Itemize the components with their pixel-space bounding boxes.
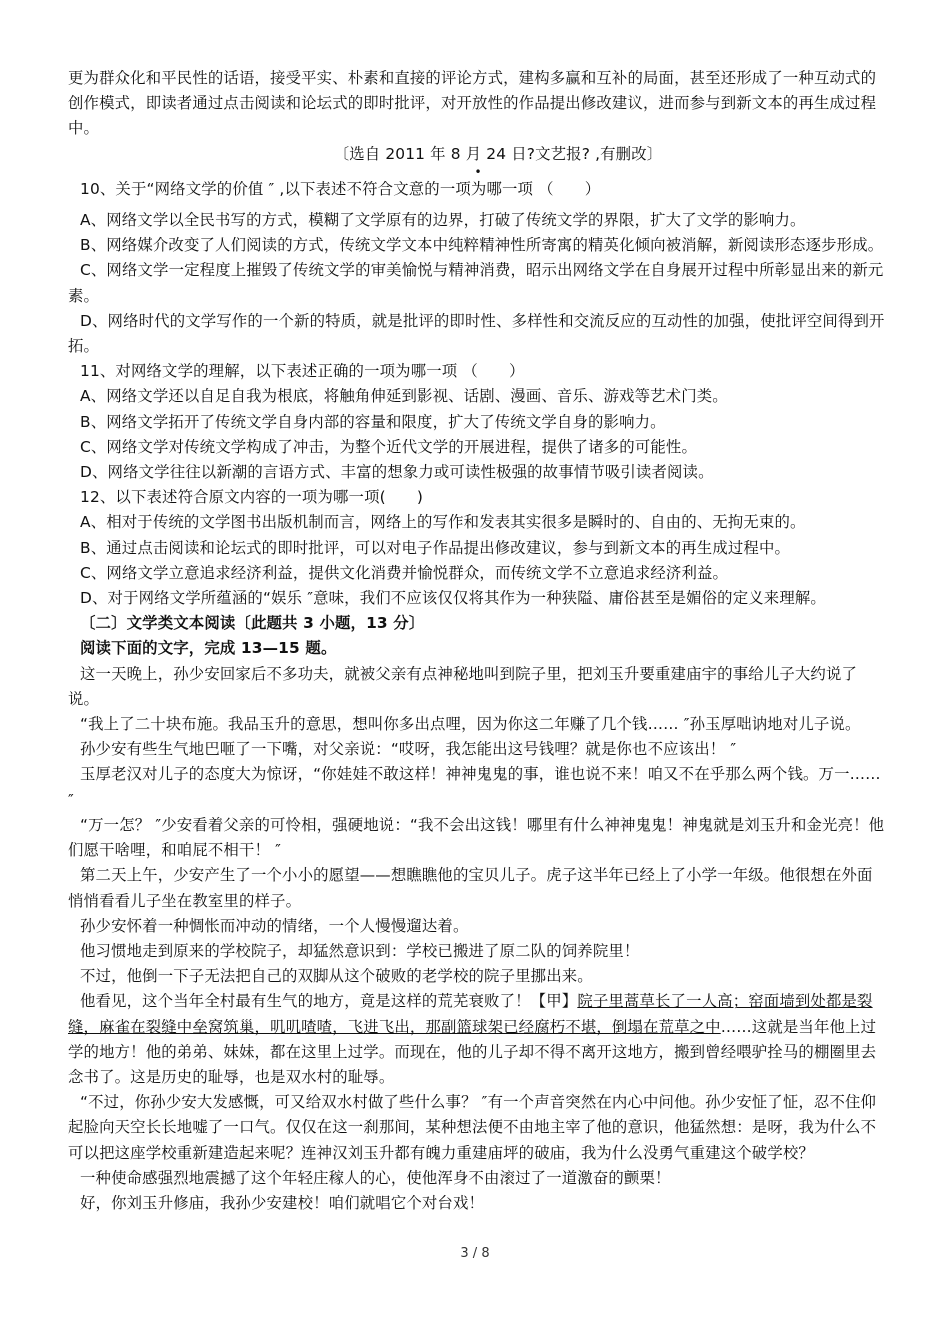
section-instruction: 阅读下面的文字，完成 13—15 题。 bbox=[80, 639, 337, 658]
jia-underlined-passage: 院子里蒿草长了一人高；窑面墙到处都是裂缝，麻雀在裂缝中垒窝筑巢，叽叽喳喳，飞进飞出，那副篮球架已经腐朽不堪，倒塌在荒草之中 bbox=[68, 992, 873, 1036]
jia-lead-text: 他看见，这个当年全村最有生气的地方，竟是这样的荒芜衰败了！【甲】 bbox=[80, 992, 578, 1011]
emphasis-dot: • bbox=[474, 164, 482, 179]
story-paragraph: “我上了二十块布施。我品玉升的意思，想叫你多出点哩，因为你这二年赚了几个钱…… ″孙玉厚咄讷地对儿子说。 bbox=[80, 715, 861, 734]
story-paragraph-jia bbox=[68, 989, 888, 1090]
q11-option-b: B、网络文学拓开了传统文学自身内部的容量和限度，扩大了传统文学自身的影响力。 bbox=[80, 412, 666, 431]
story-paragraph: 一种使命感强烈地震撼了这个年轻庄稼人的心，使他浑身不由滚过了一道激奋的颤栗！ bbox=[80, 1168, 671, 1187]
q10-option-d: D、网络时代的文学写作的一个新的特质，就是批评的即时性、多样性和交流反应的互动性的加强，使批评空间得到开拓。 bbox=[68, 311, 885, 356]
story-paragraph: 玉厚老汉对儿子的态度大为惊讶，“你娃娃不敢这样！神神鬼鬼的事，谁也说不来！咱又不在乎那么两个钱。万一…… ″ bbox=[68, 765, 881, 809]
story-paragraph: 不过，他倒一下子无法把自己的双脚从这个破败的老学校的院子里挪出来。 bbox=[80, 967, 593, 986]
q12-option-c: C、网络文学立意追求经济利益，提供文化消费并愉悦群众，而传统文学不立意追求经济利益。 bbox=[80, 563, 729, 582]
story-paragraph: 好，你刘玉升修庙，我孙少安建校！咱们就唱它个对台戏！ bbox=[80, 1193, 485, 1212]
q11-option-d: D、网络文学往往以新潮的言语方式、丰富的想象力或可读性极强的故事情节吸引读者阅读。 bbox=[80, 463, 714, 482]
story-paragraph: “万一怎？ ″少安看着父亲的可怜相，强硬地说：“我不会出这钱！哪里有什么神神鬼鬼！神鬼就是刘玉升和金光亮！他们愿干啥哩，和咱屁不相干！ ″ bbox=[68, 815, 885, 860]
q10-option-a: A、网络文学以全民书写的方式，模糊了文学原有的边界，打破了传统文学的界限，扩大了文学的影响力。 bbox=[80, 211, 806, 230]
story-paragraph: 这一天晚上，孙少安回家后不多功夫，就被父亲有点神秘地叫到院子里，把刘玉升要重建庙宇的事给儿子大约说了说。 bbox=[68, 664, 858, 708]
document-body bbox=[68, 66, 888, 1216]
story-paragraph: 他习惯地走到原来的学校院子，却猛然意识到：学校已搬进了原二队的饲养院里！ bbox=[80, 941, 640, 960]
story-paragraph: 孙少安怀着一种惆怅而冲动的情绪，一个人慢慢遛达着。 bbox=[80, 916, 469, 935]
q10-option-c: C、网络文学一定程度上摧毁了传统文学的审美愉悦与精神消费，昭示出网络文学在自身展开过程中所彰显出来的新元素。 bbox=[68, 261, 884, 305]
q12-option-a: A、相对于传统的文学图书出版机制而言，网络上的写作和发表其实很多是瞬时的、自由的、无拘无束的。 bbox=[80, 513, 806, 532]
q11-option-c: C、网络文学对传统文学构成了冲击，为整个近代文学的开展进程，提供了诸多的可能性。 bbox=[80, 437, 697, 456]
intro-paragraph: 更为群众化和平民性的话语，接受平实、朴素和直接的评论方式，建构多赢和互补的局面，甚至还形成了一种互动式的创作模式，即读者通过点击阅读和论坛式的即时批评，对开放性的作品提出修改建议，进而参与到新文本的再生成过程中。 bbox=[68, 69, 877, 138]
q11-stem: 11、对网络文学的理解，以下表述正确的一项为哪一项 （ ） bbox=[80, 362, 525, 381]
section-title: 〔二〕文学类文本阅读〔此题共 3 小题，13 分〕 bbox=[80, 614, 425, 633]
q10-stem: 10、关于“网络文学的价值 ″ ,以下表述不符合文意的一项为哪一项 （ ） bbox=[80, 179, 601, 198]
story-paragraph: 第二天上午，少安产生了一个小小的愿望——想瞧瞧他的宝贝儿子。虎子这半年已经上了小学一年级。他很想在外面悄悄看看儿子坐在教室里的样子。 bbox=[68, 866, 873, 910]
q10-option-b: B、网络媒介改变了人们阅读的方式，传统文学文本中纯粹精神性所寄寓的精英化倾向被消解，新阅读形态逐步形成。 bbox=[80, 236, 884, 255]
story-paragraph: 孙少安有些生气地巴咂了一下嘴，对父亲说：“哎呀，我怎能出这号钱哩？就是你也不应该出！ ″ bbox=[80, 740, 737, 759]
q12-option-d: D、对于网络文学所蕴涵的“娱乐 ″意味，我们不应该仅仅将其作为一种狭隘、庸俗甚至是媚俗的定义来理解。 bbox=[80, 589, 826, 608]
page-number: 3 / 8 bbox=[460, 1246, 490, 1261]
story-paragraph: “不过，你孙少安大发感慨，可又给双水村做了些什么事？ ″有一个声音突然在内心中问他。孙少安怔了怔，忍不住仰起脸向天空长长地嘘了一口气。仅仅在这一刹那间，某种想法便不由地主宰了他的意识，他猛然想：是呀，我为什么不可以把这座学校重新建造起来呢？连神汉刘玉升都有魄力重建庙坪的破庙，我为什么没勇气重建这个破学校？ bbox=[68, 1093, 877, 1162]
q12-stem: 12、以下表述符合原文内容的一项为哪一项( ) bbox=[80, 488, 424, 507]
q11-option-a: A、网络文学还以自足自我为根底，将触角伸延到影视、话剧、漫画、音乐、游戏等艺术门类。 bbox=[80, 387, 728, 406]
jia-trailing-text: ……这就是当年他上过学的地方！他的弟弟、妹妹，都在这里上过学。而现在，他的儿子却不得不离开这地方，搬到曾经喂驴拴马的棚圈里去念书了。这是历史的耻辱，也是双水村的耻辱。 bbox=[68, 1017, 877, 1086]
q12-option-b: B、通过点击阅读和论坛式的即时批评，可以对电子作品提出修改建议，参与到新文本的再生成过程中。 bbox=[80, 538, 791, 557]
source-citation: 〔选自 2011 年 8 月 24 日?文艺报? ,有删改〕 bbox=[333, 144, 663, 163]
